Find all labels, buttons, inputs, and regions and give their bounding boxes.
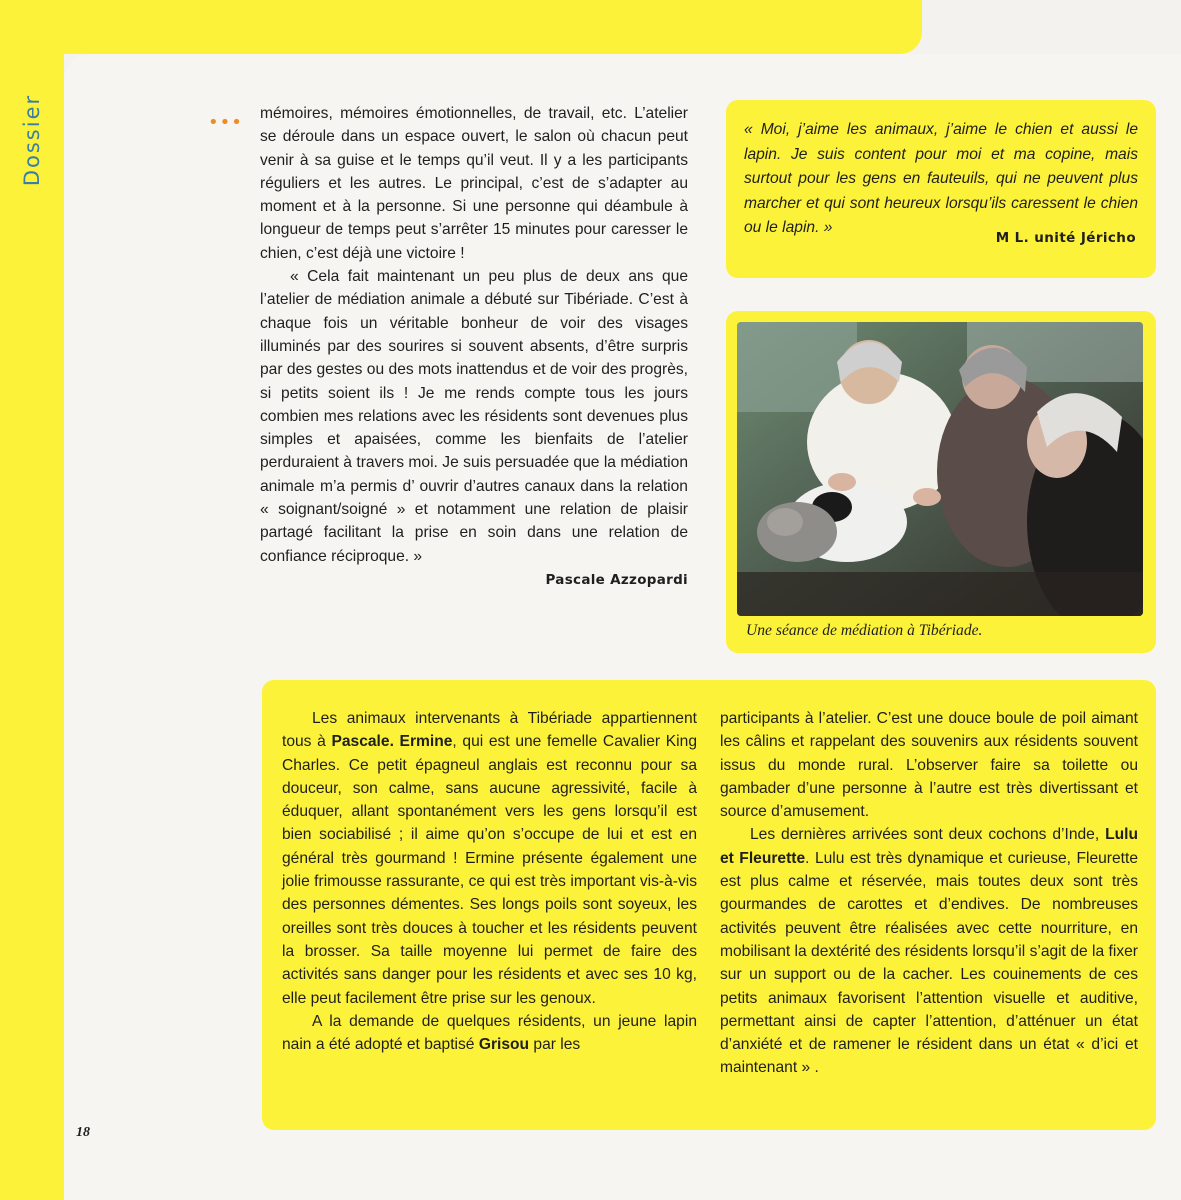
section-tab [14, 60, 50, 220]
animals-info-box [262, 680, 1156, 1130]
resident-quote-text: « Moi, j’aime les animaux, j’aime le chien et aussi le lapin. Je suis content pour moi et ma copine, mais surtout pour les gens en fauteuils, qui ne peuvent plus marcher et qui sont heureux lorsqu’ils caressent le chien ou le lapin. » [744, 121, 1138, 236]
paragraph-grisou [282, 1010, 697, 1057]
paragraph-guinea-pigs [720, 823, 1138, 1079]
photo-caption: Une séance de médiation à Tibériade. [746, 622, 983, 639]
paragraph: mémoires, mémoires émotionnelles, de travail, etc. L’atelier se déroule dans un espace ouvert, le salon où chacun peut venir à sa guise et le temps qu’il veut. Il y a les participants réguliers et les autres. Le principal, c’est de s’adapter au moment et à la personne. Si une personne qui déambule à longueur de temps peut s’arrêter 15 minutes pour caresser le chien, c’est déjà une victoire ! [260, 105, 688, 262]
text-run: A la demande de quelques résidents, un jeune lapin nain a été adopté et baptisé [282, 1012, 697, 1054]
paragraph-ermine [282, 707, 697, 1010]
photo-frame [726, 311, 1156, 653]
text-run: par les [529, 1036, 581, 1054]
author-signature: Pascale Azzopardi [545, 571, 688, 588]
animals-column-left [282, 707, 697, 1056]
section-tab-label: Dossier [20, 93, 44, 187]
text-run: . Lulu est très dynamique et curieuse, Fleurette est plus calme et réservée, mais toutes deux sont très gourmandes de carottes et d’endives. De nombreuses activités peuvent être réalisées avec cette nourriture, en mobilisant la dextérité des résidents lorsqu’il s’agit de la fixer sur un support ou de la cacher. Les couinements de ces petits animaux favorisent l’attention visuelle et auditive, permettant ainsi de capter l’attention, d’atténuer un état d’anxiété et de ramener le résident dans un état « d’ici et maintenant » . [720, 849, 1138, 1077]
mediation-session-photo [737, 322, 1143, 616]
bold-name-lulu-fleurette: Lulu et Fleurette [720, 826, 1138, 867]
text-run: Les dernières arrivées sont deux cochons d’Inde, [750, 826, 1106, 844]
article-column-left [260, 102, 688, 592]
text-run: , qui est une femelle Cavalier King Charles. Ce petit épagneul anglais est reconnu pour sa douceur, son calme, sans aucune agressivité, facile à éduquer, allant spontanément vers les gens lorsqu’il est bien sociabilisé ; il aime qu’on s’occupe de lui et est en général très gourmand ! Ermine présente également une jolie frimousse rassurante, ce qui est très important vis-à-vis des personnes démentes. Ses longs poils sont soyeux, les oreilles sont très douces à toucher et les résidents peuvent la brosser. Sa taille moyenne lui permet de faire des activités sans danger pour les résidents et avec ses 10 kg, elle peut facilement être prise sur les genoux. [282, 733, 697, 1007]
paragraph-testimony: « Cela fait maintenant un peu plus de deux ans que l’atelier de médiation animale a débuté sur Tibériade. C’est à chaque fois un véritable bonheur de voir des visages illuminés par des sourires si souvent absents, d’être surpris par des gestes ou des mots inattendus et de voir des progrès, si petits soient ils ! Je me rends compte tous les jours combien mes relations avec les résidents sont devenues plus simples et apaisées, comme les bienfaits de l’atelier perduraient à travers moi. Je suis persuadée que la médiation animale m’a permis d’ ouvrir d’autres canaux dans la relation « soignant/soigné » et notamment une relation de plaisir partagé facilitant la prise en soin dans une relation de confiance réciproque. » [260, 268, 688, 565]
resident-quote-box [726, 100, 1156, 278]
bold-name-grisou: Grisou [478, 1036, 530, 1054]
animals-column-right [720, 707, 1138, 1080]
paragraph-grisou-cont: participants à l’atelier. C’est une douce boule de poil aimant les câlins et rappelant des souvenirs aux résidents souvent issus du monde rural. L’observer faire sa toilette ou gambader d’une personne à l’autre est très divertissant et source d’amusement. [720, 710, 1138, 821]
page-number: 18 [76, 1125, 90, 1140]
continuation-bullets: ••• [208, 112, 243, 133]
yellow-frame-top [0, 0, 922, 54]
text-run: Les animaux intervenants à Tibériade appartiennent tous à [282, 710, 697, 751]
bold-name-ermine: Pascale. Ermine [331, 733, 453, 751]
resident-quote-signature: M L. unité Jéricho [995, 230, 1136, 246]
